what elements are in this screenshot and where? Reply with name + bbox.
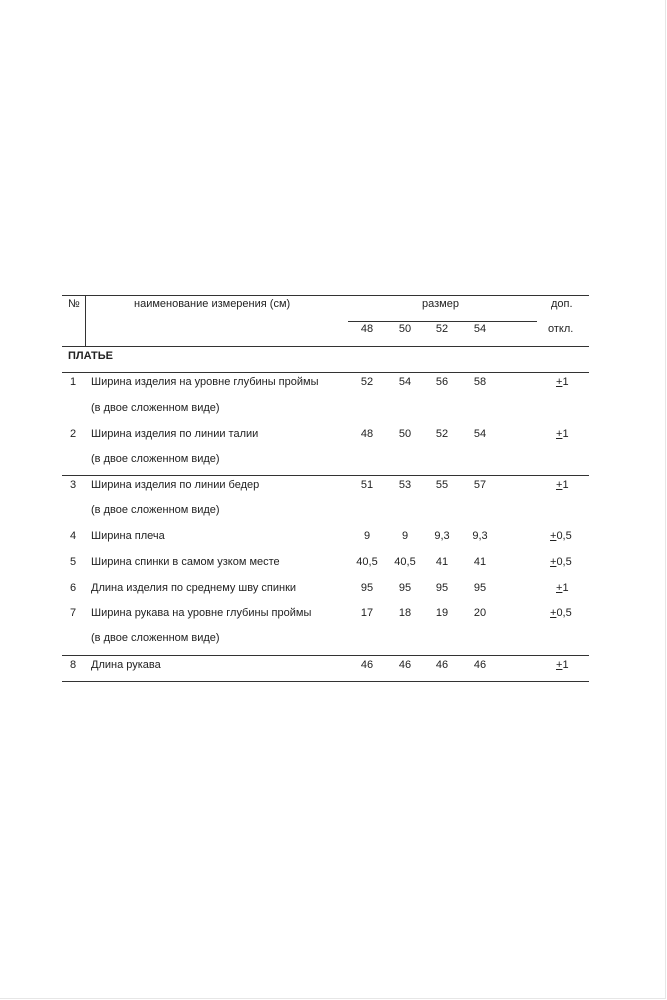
row-value: 9,3	[472, 530, 488, 542]
tolerance-value: 1	[562, 428, 569, 440]
row-number: 2	[70, 428, 77, 440]
header-size-value: 52	[435, 323, 449, 335]
row-tolerance	[556, 479, 569, 492]
row-tolerance	[550, 607, 572, 620]
header-tolerance-top: доп.	[551, 298, 573, 310]
row-sub: (в двое сложенном виде)	[91, 453, 220, 465]
num-column-divider	[85, 295, 86, 346]
row-number: 7	[70, 607, 77, 619]
header-size: размер	[422, 298, 459, 310]
plus-minus-sign: +	[556, 479, 563, 491]
row-tolerance	[556, 376, 569, 389]
row-value: 58	[473, 376, 487, 388]
row-value: 41	[435, 556, 449, 568]
section-bottom-border	[62, 372, 589, 373]
row-value: 46	[435, 659, 449, 671]
row-group-divider	[62, 475, 589, 476]
plus-minus-sign: +	[556, 582, 563, 594]
tolerance-value: 1	[562, 582, 569, 594]
row-name: Ширина спинки в самом узком месте	[91, 556, 280, 568]
row-value: 95	[398, 582, 412, 594]
row-value: 9	[401, 530, 409, 542]
row-name: Ширина изделия по линии бедер	[91, 479, 260, 491]
plus-minus-sign: +	[556, 659, 563, 671]
row-value: 18	[398, 607, 412, 619]
plus-minus-sign: +	[550, 530, 557, 542]
row-value: 52	[435, 428, 449, 440]
row-value: 56	[435, 376, 449, 388]
row-value: 54	[473, 428, 487, 440]
size-header-underline	[348, 321, 537, 322]
table-top-border	[62, 295, 589, 296]
row-sub: (в двое сложенном виде)	[91, 402, 220, 414]
header-size-value: 48	[360, 323, 374, 335]
row-value: 46	[473, 659, 487, 671]
tolerance-value: 0,5	[556, 607, 572, 619]
row-value: 9,3	[434, 530, 450, 542]
row-value: 41	[473, 556, 487, 568]
row-value: 46	[398, 659, 412, 671]
row-value: 50	[398, 428, 412, 440]
row-number: 3	[70, 479, 77, 491]
row-number: 4	[70, 530, 77, 542]
row-tolerance	[556, 428, 569, 441]
tolerance-value: 1	[562, 479, 569, 491]
row-value: 9	[363, 530, 371, 542]
header-bottom-border	[62, 346, 589, 347]
row-value: 20	[473, 607, 487, 619]
row-tolerance	[550, 556, 572, 569]
plus-minus-sign: +	[550, 607, 557, 619]
row-value: 51	[360, 479, 374, 491]
tolerance-value: 1	[562, 659, 569, 671]
row-value: 95	[473, 582, 487, 594]
table-bottom-border	[62, 681, 589, 682]
plus-minus-sign: +	[550, 556, 557, 568]
row-name: Ширина плеча	[91, 530, 165, 542]
tolerance-value: 0,5	[556, 556, 572, 568]
row-value: 48	[360, 428, 374, 440]
row-value: 52	[360, 376, 374, 388]
row-number: 8	[70, 659, 77, 671]
header-size-value: 50	[398, 323, 412, 335]
row-value: 95	[360, 582, 374, 594]
row-name: Ширина рукава на уровне глубины проймы	[91, 607, 312, 619]
tolerance-value: 1	[562, 376, 569, 388]
row-value: 95	[435, 582, 449, 594]
row-value: 54	[398, 376, 412, 388]
header-name: наименование измерения (см)	[134, 298, 291, 310]
row-tolerance	[556, 659, 569, 672]
plus-minus-sign: +	[556, 376, 563, 388]
row-number: 6	[70, 582, 77, 594]
row-value: 40,5	[394, 556, 416, 568]
row-number: 5	[70, 556, 77, 568]
row-tolerance	[556, 582, 569, 595]
header-size-value: 54	[473, 323, 487, 335]
row-value: 55	[435, 479, 449, 491]
plus-minus-sign: +	[556, 428, 563, 440]
row-tolerance	[550, 530, 572, 543]
header-tolerance-bottom: откл.	[548, 323, 574, 335]
section-title: ПЛАТЬЕ	[68, 350, 113, 362]
row-value: 57	[473, 479, 487, 491]
header-num: №	[68, 298, 80, 310]
row-sub: (в двое сложенном виде)	[91, 632, 220, 644]
row-sub: (в двое сложенном виде)	[91, 504, 220, 516]
row-value: 53	[398, 479, 412, 491]
row-name: Ширина изделия на уровне глубины проймы	[91, 376, 319, 388]
row-value: 40,5	[356, 556, 378, 568]
row-name: Длина изделия по среднему шву спинки	[91, 582, 297, 594]
row-value: 46	[360, 659, 374, 671]
row-number: 1	[70, 376, 77, 388]
row-name: Длина рукава	[91, 659, 161, 671]
row-value: 19	[435, 607, 449, 619]
row-value: 17	[360, 607, 374, 619]
row-name: Ширина изделия по линии талии	[91, 428, 259, 440]
row-group-divider	[62, 655, 589, 656]
tolerance-value: 0,5	[556, 530, 572, 542]
